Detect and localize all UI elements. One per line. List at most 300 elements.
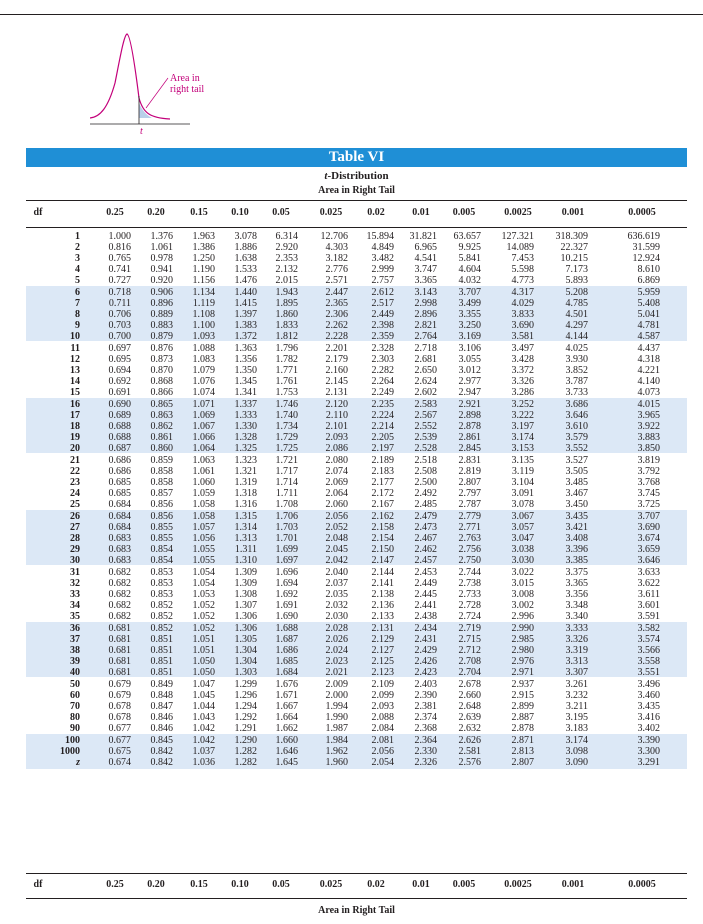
value-cell: 2.920	[275, 241, 298, 253]
value-cell: 1.660	[275, 735, 298, 746]
value-cell: 2.896	[414, 308, 437, 320]
value-cell: 3.319	[565, 644, 588, 656]
value-cell: 1.703	[275, 521, 298, 533]
value-cell: 0.681	[108, 623, 131, 634]
value-cell: 3.428	[511, 353, 534, 365]
value-cell: 2.086	[325, 442, 348, 454]
value-cell: 3.852	[565, 364, 588, 376]
df-cell: 2	[75, 241, 80, 253]
value-cell: 1.771	[275, 364, 298, 376]
value-cell: 3.211	[565, 700, 588, 712]
df-cell: 80	[70, 711, 80, 723]
value-cell: 0.690	[108, 399, 131, 410]
value-cell: 1.316	[234, 498, 257, 510]
df-cell: 34	[70, 599, 80, 611]
value-cell: 2.074	[325, 465, 348, 477]
value-cell: 2.977	[458, 375, 481, 387]
value-cell: 1.309	[234, 577, 257, 589]
value-cell: 4.303	[325, 241, 348, 253]
table-subtitle	[26, 170, 687, 183]
value-cell: 1.721	[275, 455, 298, 466]
footer-col-7: 0.02	[367, 879, 385, 890]
value-cell: 0.697	[108, 343, 131, 354]
df-cell: 18	[70, 420, 80, 432]
value-cell: 0.845	[150, 735, 173, 746]
value-cell: 3.582	[637, 623, 660, 634]
value-cell: 0.851	[150, 666, 173, 678]
df-cell: 5	[75, 274, 80, 286]
value-cell: 0.700	[108, 330, 131, 342]
value-cell: 1.311	[234, 543, 257, 555]
value-cell: 1.083	[192, 353, 215, 365]
value-cell: 0.855	[150, 521, 173, 533]
value-cell: 1.694	[275, 577, 298, 589]
value-cell: 2.015	[275, 274, 298, 286]
value-cell: 1.691	[275, 599, 298, 611]
value-cell: 2.183	[371, 465, 394, 477]
table-row	[26, 724, 687, 735]
value-cell: 2.915	[511, 689, 534, 701]
value-cell: 2.449	[371, 308, 394, 320]
value-cell: 2.158	[371, 521, 394, 533]
value-cell: 15.894	[366, 231, 394, 242]
header-col-3: 0.15	[190, 207, 208, 218]
value-cell: 3.067	[511, 511, 534, 522]
value-cell: 3.169	[458, 330, 481, 342]
value-cell: 1.746	[275, 399, 298, 410]
row-group	[26, 454, 687, 509]
value-cell: 2.138	[371, 588, 394, 600]
value-cell: 2.807	[511, 756, 534, 768]
area-label-line2: right tail	[170, 84, 205, 95]
df-cell: 50	[70, 679, 80, 690]
value-cell: 2.359	[371, 330, 394, 342]
value-cell: 1.054	[192, 567, 215, 578]
value-cell: 3.313	[565, 655, 588, 667]
value-cell: 1.321	[234, 465, 257, 477]
df-cell: 7	[75, 297, 80, 309]
value-cell: 0.860	[150, 442, 173, 454]
value-cell: 2.040	[325, 567, 348, 578]
value-cell: 1.050	[192, 655, 215, 667]
value-cell: 2.037	[325, 577, 348, 589]
value-cell: 2.567	[414, 409, 437, 421]
value-cell: 3.792	[637, 465, 660, 477]
value-cell: 1.987	[325, 722, 348, 734]
value-cell: 0.852	[150, 599, 173, 611]
value-cell: 0.854	[150, 543, 173, 555]
value-cell: 63.657	[453, 231, 481, 242]
value-cell: 1.314	[234, 521, 257, 533]
value-cell: 1.066	[192, 431, 215, 443]
value-cell: 3.450	[565, 498, 588, 510]
value-cell: 3.047	[511, 532, 534, 544]
value-cell: 2.845	[458, 442, 481, 454]
value-cell: 3.326	[565, 633, 588, 645]
value-cell: 1.725	[275, 442, 298, 454]
value-cell: 1.686	[275, 644, 298, 656]
df-cell: 28	[70, 532, 80, 544]
value-cell: 0.846	[150, 722, 173, 734]
value-cell: 3.745	[637, 487, 660, 499]
value-cell: 0.685	[108, 476, 131, 488]
header-col-2: 0.20	[147, 207, 165, 218]
value-cell: 2.447	[325, 287, 348, 298]
value-cell: 1.717	[275, 465, 298, 477]
value-cell: 0.865	[150, 399, 173, 410]
footer-col-2: 0.20	[147, 879, 165, 890]
value-cell: 1.812	[275, 330, 298, 342]
value-cell: 1.042	[192, 735, 215, 746]
value-cell: 2.583	[414, 399, 437, 410]
value-cell: 0.873	[150, 353, 173, 365]
value-cell: 2.571	[325, 274, 348, 286]
value-cell: 2.719	[458, 623, 481, 634]
value-cell: 1.676	[275, 679, 298, 690]
value-cell: 1.318	[234, 487, 257, 499]
value-cell: 1.036	[192, 756, 215, 768]
value-cell: 1.037	[192, 745, 215, 757]
value-cell: 3.747	[414, 263, 437, 275]
value-cell: 3.499	[458, 297, 481, 309]
value-cell: 0.706	[108, 308, 131, 320]
value-cell: 3.385	[565, 554, 588, 566]
value-cell: 0.852	[150, 610, 173, 622]
value-cell: 2.492	[414, 487, 437, 499]
value-cell: 3.787	[565, 375, 588, 387]
value-cell: 3.174	[565, 735, 588, 746]
value-cell: 3.633	[637, 567, 660, 578]
df-cell: 33	[70, 588, 80, 600]
footer-col-1: 0.25	[106, 879, 124, 890]
value-cell: 3.690	[511, 319, 534, 331]
df-cell: 6	[75, 287, 80, 298]
value-cell: 2.093	[325, 431, 348, 443]
value-cell: 1.761	[275, 375, 298, 387]
value-cell: 3.356	[565, 588, 588, 600]
value-cell: 2.757	[371, 274, 394, 286]
value-cell: 2.552	[414, 420, 437, 432]
value-cell: 3.611	[637, 588, 660, 600]
value-cell: 0.842	[150, 745, 173, 757]
footer-rule-bottom	[26, 898, 687, 899]
value-cell: 1.052	[192, 610, 215, 622]
value-cell: 2.431	[414, 633, 437, 645]
value-cell: 1.315	[234, 511, 257, 522]
value-cell: 2.660	[458, 689, 481, 701]
value-cell: 2.985	[511, 633, 534, 645]
value-cell: 1.307	[234, 599, 257, 611]
row-group	[26, 678, 687, 733]
value-cell: 0.682	[108, 588, 131, 600]
value-cell: 2.032	[325, 599, 348, 611]
value-cell: 1.250	[192, 252, 215, 264]
value-cell: 2.125	[371, 655, 394, 667]
row-group	[26, 342, 687, 397]
row-group	[26, 622, 687, 677]
table-row	[26, 668, 687, 679]
table-title: Table VI	[26, 148, 687, 167]
value-cell: 0.686	[108, 465, 131, 477]
value-cell: 3.467	[565, 487, 588, 499]
value-cell: 2.971	[511, 666, 534, 678]
value-cell: 1.833	[275, 319, 298, 331]
value-cell: 1.782	[275, 353, 298, 365]
value-cell: 2.147	[371, 554, 394, 566]
value-cell: 2.167	[371, 498, 394, 510]
value-cell: 3.435	[637, 700, 660, 712]
value-cell: 2.449	[414, 577, 437, 589]
footer-col-6: 0.025	[319, 879, 343, 890]
value-cell: 3.182	[325, 252, 348, 264]
value-cell: 31.821	[409, 231, 437, 242]
value-cell: 1.645	[275, 756, 298, 768]
value-cell: 2.479	[414, 511, 437, 522]
value-cell: 1.042	[192, 722, 215, 734]
value-cell: 2.136	[371, 599, 394, 611]
value-cell: 2.763	[458, 532, 481, 544]
value-cell: 2.821	[414, 319, 437, 331]
value-cell: 2.368	[414, 722, 437, 734]
value-cell: 1.376	[150, 231, 173, 242]
df-cell: 26	[70, 511, 80, 522]
value-cell: 2.438	[414, 610, 437, 622]
value-cell: 1.714	[275, 476, 298, 488]
value-cell: 0.681	[108, 644, 131, 656]
df-cell: z	[76, 756, 80, 768]
df-cell: 40	[70, 666, 80, 678]
value-cell: 2.508	[414, 465, 437, 477]
value-cell: 2.179	[325, 353, 348, 365]
value-cell: 3.355	[458, 308, 481, 320]
value-cell: 0.688	[108, 420, 131, 432]
value-cell: 1.664	[275, 711, 298, 723]
header-rule-bottom	[26, 227, 687, 228]
value-cell: 318.309	[555, 231, 588, 242]
value-cell: 1.303	[234, 666, 257, 678]
value-cell: 1.282	[234, 756, 257, 768]
value-cell: 127.321	[501, 231, 534, 242]
value-cell: 2.150	[371, 543, 394, 555]
value-cell: 1.306	[234, 623, 257, 634]
value-cell: 2.052	[325, 521, 348, 533]
value-cell: 3.566	[637, 644, 660, 656]
value-cell: 1.646	[275, 745, 298, 757]
value-cell: 2.201	[325, 343, 348, 354]
value-cell: 2.088	[371, 711, 394, 723]
value-cell: 1.990	[325, 711, 348, 723]
value-cell: 3.153	[511, 442, 534, 454]
value-cell: 0.685	[108, 487, 131, 499]
value-cell: 1.895	[275, 297, 298, 309]
value-cell: 2.500	[414, 476, 437, 488]
value-cell: 4.501	[565, 308, 588, 320]
value-cell: 2.626	[458, 735, 481, 746]
value-cell: 0.682	[108, 577, 131, 589]
value-cell: 3.375	[565, 567, 588, 578]
value-cell: 0.941	[150, 263, 173, 275]
value-cell: 2.728	[458, 599, 481, 611]
value-cell: 1.059	[192, 487, 215, 499]
value-cell: 3.497	[511, 343, 534, 354]
value-cell: 0.851	[150, 633, 173, 645]
value-cell: 1.079	[192, 364, 215, 376]
footer-col-5: 0.05	[272, 879, 290, 890]
value-cell: 1.047	[192, 679, 215, 690]
value-cell: 2.042	[325, 554, 348, 566]
value-cell: 0.857	[150, 487, 173, 499]
value-cell: 2.632	[458, 722, 481, 734]
df-cell: 3	[75, 252, 80, 264]
value-cell: 1.054	[192, 577, 215, 589]
value-cell: 0.863	[150, 409, 173, 421]
value-cell: 2.353	[275, 252, 298, 264]
value-cell: 1.994	[325, 700, 348, 712]
value-cell: 2.733	[458, 588, 481, 600]
value-cell: 4.221	[637, 364, 660, 376]
value-cell: 3.326	[511, 375, 534, 387]
value-cell: 2.123	[371, 666, 394, 678]
value-cell: 1.052	[192, 599, 215, 611]
value-cell: 2.099	[371, 689, 394, 701]
label-pointer	[146, 78, 168, 108]
value-cell: 3.659	[637, 543, 660, 555]
value-cell: 1.296	[234, 689, 257, 701]
value-cell: 1.304	[234, 655, 257, 667]
value-cell: 0.859	[150, 455, 173, 466]
value-cell: 1.337	[234, 399, 257, 410]
value-cell: 3.646	[565, 409, 588, 421]
value-cell: 0.765	[108, 252, 131, 264]
value-cell: 2.539	[414, 431, 437, 443]
value-cell: 2.381	[414, 700, 437, 712]
value-cell: 2.602	[414, 386, 437, 398]
value-cell: 0.679	[108, 689, 131, 701]
t-label: t	[140, 126, 143, 137]
value-cell: 1.061	[150, 241, 173, 253]
value-cell: 2.162	[371, 511, 394, 522]
value-cell: 9.925	[458, 241, 481, 253]
value-cell: 1.064	[192, 442, 215, 454]
value-cell: 1.319	[234, 476, 257, 488]
value-cell: 3.078	[511, 498, 534, 510]
value-cell: 2.441	[414, 599, 437, 611]
value-cell: 0.883	[150, 319, 173, 331]
value-cell: 3.707	[458, 287, 481, 298]
row-group	[26, 734, 687, 769]
value-cell: 2.453	[414, 567, 437, 578]
header-col-4: 0.10	[231, 207, 249, 218]
value-cell: 0.684	[108, 521, 131, 533]
value-cell: 0.683	[108, 543, 131, 555]
value-cell: 0.854	[150, 554, 173, 566]
value-cell: 1.282	[234, 745, 257, 757]
value-cell: 1.708	[275, 498, 298, 510]
value-cell: 2.898	[458, 409, 481, 421]
value-cell: 3.646	[637, 554, 660, 566]
value-cell: 6.869	[637, 274, 660, 286]
column-header-row	[26, 207, 687, 221]
value-cell: 2.771	[458, 521, 481, 533]
value-cell: 2.069	[325, 476, 348, 488]
value-cell: 2.197	[371, 442, 394, 454]
value-cell: 0.727	[108, 274, 131, 286]
value-cell: 2.998	[414, 297, 437, 309]
header-col-11: 0.001	[561, 207, 585, 218]
value-cell: 2.750	[458, 554, 481, 566]
value-cell: 3.408	[565, 532, 588, 544]
value-cell: 3.174	[511, 431, 534, 443]
value-cell: 1.134	[192, 287, 215, 298]
value-cell: 3.768	[637, 476, 660, 488]
value-cell: 2.330	[414, 745, 437, 757]
value-cell: 2.718	[414, 343, 437, 354]
value-cell: 1.108	[192, 308, 215, 320]
value-cell: 1.044	[192, 700, 215, 712]
header-col-5: 0.05	[272, 207, 290, 218]
value-cell: 4.144	[565, 330, 588, 342]
df-cell: 19	[70, 431, 80, 443]
value-cell: 2.048	[325, 532, 348, 544]
value-cell: 2.819	[458, 465, 481, 477]
value-cell: 0.879	[150, 330, 173, 342]
df-cell: 13	[70, 364, 80, 376]
value-cell: 3.222	[511, 409, 534, 421]
value-cell: 7.173	[565, 263, 588, 275]
value-cell: 2.120	[325, 399, 348, 410]
value-cell: 0.684	[108, 498, 131, 510]
df-cell: 16	[70, 399, 80, 410]
value-cell: 1.740	[275, 409, 298, 421]
value-cell: 2.797	[458, 487, 481, 499]
value-cell: 3.686	[565, 399, 588, 410]
value-cell: 0.866	[150, 386, 173, 398]
value-cell: 5.841	[458, 252, 481, 264]
value-cell: 3.551	[637, 666, 660, 678]
footer-col-11: 0.001	[561, 879, 585, 890]
df-cell: 17	[70, 409, 80, 421]
value-cell: 2.738	[458, 577, 481, 589]
value-cell: 0.689	[108, 409, 131, 421]
value-cell: 2.624	[414, 375, 437, 387]
table-row	[26, 332, 687, 343]
df-cell: 32	[70, 577, 80, 589]
value-cell: 2.467	[414, 532, 437, 544]
value-cell: 4.773	[511, 274, 534, 286]
header-rule-top	[26, 200, 687, 201]
value-cell: 1.706	[275, 511, 298, 522]
value-cell: 2.457	[414, 554, 437, 566]
value-cell: 2.000	[325, 689, 348, 701]
value-cell: 0.851	[150, 644, 173, 656]
df-cell: 60	[70, 689, 80, 701]
footer-col-0: df	[33, 879, 43, 890]
table-row	[26, 612, 687, 623]
df-cell: 21	[70, 455, 80, 466]
value-cell: 2.887	[511, 711, 534, 723]
df-cell: 11	[70, 343, 80, 354]
value-cell: 3.252	[511, 399, 534, 410]
value-cell: 3.183	[565, 722, 588, 734]
value-cell: 3.143	[414, 287, 437, 298]
value-cell: 1.056	[192, 532, 215, 544]
value-cell: 3.091	[511, 487, 534, 499]
value-cell: 3.552	[565, 442, 588, 454]
value-cell: 1.304	[234, 644, 257, 656]
value-cell: 3.038	[511, 543, 534, 555]
value-cell: 1.305	[234, 633, 257, 645]
value-cell: 1.069	[192, 409, 215, 421]
